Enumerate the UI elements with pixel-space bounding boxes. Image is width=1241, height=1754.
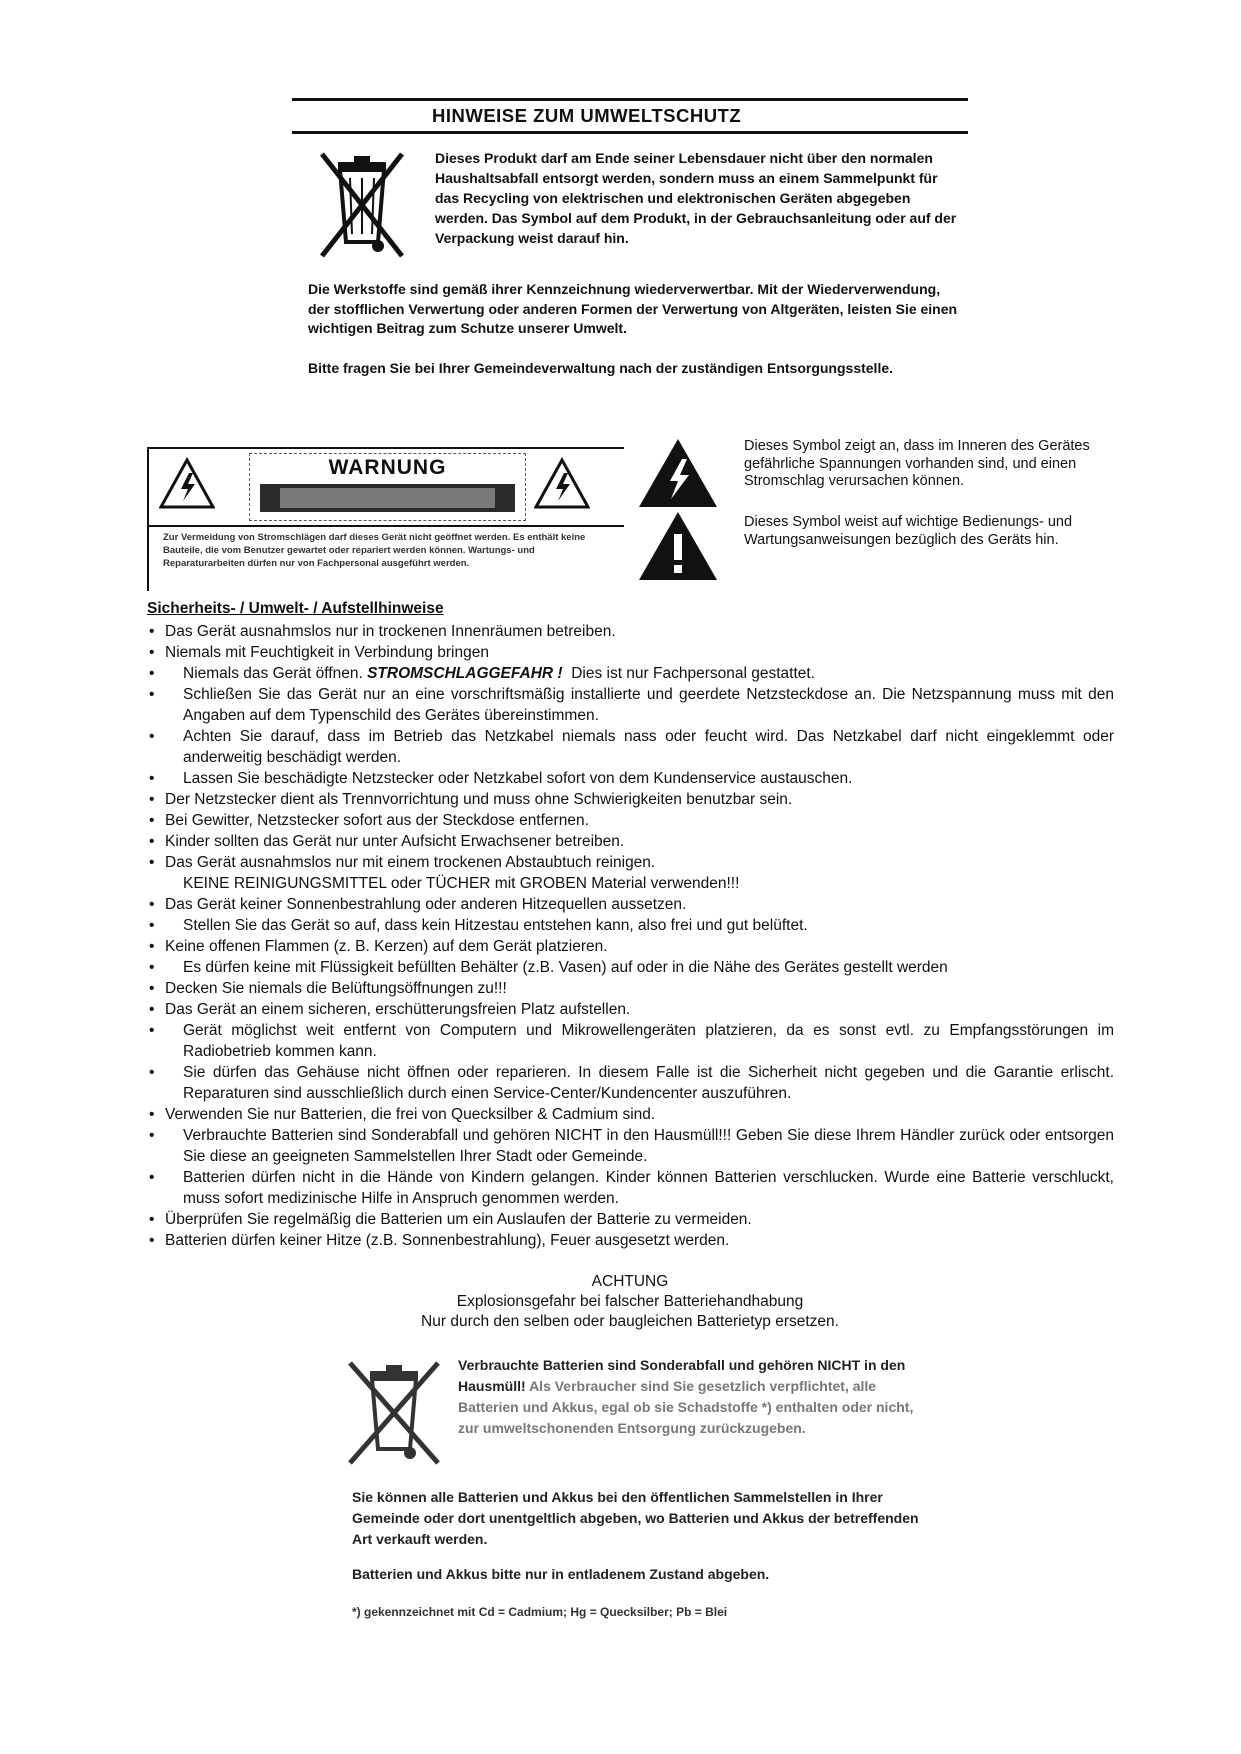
lightning-symbol-description: Dieses Symbol zeigt an, dass im Inneren des Gerätes gefährliche Spannungen vorhanden sind, und einen Stromschlag verursachen können. — [744, 438, 1090, 489]
exclamation-warning-icon — [637, 510, 719, 582]
lightning-warning-icon — [159, 457, 215, 509]
list-item: • Niemals mit Feuchtigkeit in Verbindung bringen — [149, 644, 489, 661]
battery-caution — [300, 1272, 960, 1332]
environment-intro-text: Dieses Produkt darf am Ende seiner Lebensdauer nicht über den normalen Haushaltsabfall entsorgt werden, sondern muss an einem Sammelpunkt für das Recycling von elektrischen und elektronischen Geräten abgegeben werden. Das Symbol auf dem Produkt, in der Gebrauchsanleitung oder auf der Verpackung weist darauf hin. — [435, 150, 957, 246]
list-item: • Es dürfen keine mit Flüssigkeit befüllten Behälter (z.B. Vasen) auf oder in die Nähe des Gerätes gestellt werden — [149, 959, 948, 976]
no-cleaning-agents-note: KEINE REINIGUNGSMITTEL oder TÜCHER mit GROBEN Material verwenden!!! — [183, 875, 740, 892]
list-item: • Bei Gewitter, Netzstecker sofort aus der Steckdose entfernen. — [149, 812, 589, 829]
crossed-out-wheelie-bin-icon — [316, 150, 408, 262]
list-item: • Achten Sie darauf, dass im Betrieb das Netzkabel niemals nass oder feucht wird. Das Netzkabel darf nicht eingeklemmt oder anderweitig beschädigt werden. — [149, 728, 1114, 766]
environment-title: HINWEISE ZUM UMWELTSCHUTZ — [292, 98, 968, 134]
battery-intro-text: Verbrauchte Batterien sind Sonderabfall und gehören NICHT in den Hausmüll! Als Verbraucher sind Sie gesetzlich verpflichtet, alle Batterien und Akkus, egal ob sie Schadstoffe *) enthalten oder nicht, zur umweltschonenden Entsorgung zurückzugeben. — [458, 1357, 914, 1436]
list-item: • Überprüfen Sie regelmäßig die Batterien um ein Auslaufen der Batterie zu vermeiden. — [149, 1211, 752, 1228]
warning-heading: WARNUNG — [328, 456, 447, 479]
environment-notice — [292, 98, 968, 378]
exclamation-symbol-description: Dieses Symbol weist auf wichtige Bedienungs- und Wartungsanweisungen bezüglich des Geräts hin. — [744, 514, 1073, 548]
list-item: • Batterien dürfen keiner Hitze (z.B. Sonnenbestrahlung), Feuer ausgesetzt werden. — [149, 1232, 730, 1249]
environment-disposal-paragraph: Bitte fragen Sie bei Ihrer Gemeindeverwaltung nach der zuständigen Entsorgungsstelle. — [308, 359, 894, 376]
shock-hazard-emphasis: STROMSCHLAGGEFAHR ! — [367, 665, 563, 682]
list-item: • Decken Sie niemals die Belüftungsöffnungen zu!!! — [149, 980, 507, 997]
battery-footnote: *) gekennzeichnet mit Cd = Cadmium; Hg = Quecksilber; Pb = Blei — [352, 1605, 728, 1619]
list-item: • Stellen Sie das Gerät so auf, dass kein Hitzestau entstehen kann, also frei und gut belüftet. — [149, 917, 808, 934]
list-item: • Das Gerät keiner Sonnenbestrahlung oder anderen Hitzequellen aussetzen. — [149, 896, 687, 913]
environment-recycling-paragraph: Die Werkstoffe sind gemäß ihrer Kennzeichnung wiederverwertbar. Mit der Wiederverwendung, der stofflichen Verwertung oder anderen Formen der Verwertung von Altgeräten, leisten Sie einen wichtigen Beitrag zum Schutze unserer Umwelt. — [308, 281, 958, 336]
list-item: • Der Netzstecker dient als Trennvorrichtung und muss ohne Schwierigkeiten benutzbar sein. — [149, 791, 793, 808]
list-item: • Schließen Sie das Gerät nur an eine vorschriftsmäßig installierte und geerdete Netzsteckdose an. Die Netzspannung muss mit den Angaben auf dem Typenschild des Gerätes übereinstimmen. — [149, 686, 1114, 724]
list-item: • Lassen Sie beschädigte Netzstecker oder Netzkabel sofort von dem Kundenservice austauschen. — [149, 770, 853, 787]
environment-intro-block — [292, 146, 968, 270]
list-item: • Das Gerät ausnahmslos nur in trockenen Innenräumen betreiben. — [149, 623, 616, 640]
list-item: • Sie dürfen das Gehäuse nicht öffnen oder reparieren. In diesem Falle ist die Sicherheit nicht gegeben und die Garantie erlischt. Reparaturen sind ausschließlich durch einen Service-Center/Kundencenter auszuführen. — [149, 1064, 1114, 1102]
lightning-warning-icon — [534, 457, 590, 509]
battery-disposal-notice — [340, 1355, 940, 1619]
list-item: • Kinder sollten das Gerät nur unter Aufsicht Erwachsener betreiben. — [149, 833, 625, 850]
warning-label — [147, 447, 624, 591]
caution-title: ACHTUNG — [591, 1273, 669, 1290]
divider — [149, 525, 624, 527]
warning-small-text: Zur Vermeidung von Stromschlägen darf dieses Gerät nicht geöffnet werden. Es enthält keine Bauteile, die vom Benutzer gewartet oder repariert werden können. Wartungs- und Reparaturarbeiten dürfen nur von Fachpersonal ausgeführt werden. — [163, 532, 586, 569]
safety-heading: Sicherheits- / Umwelt- / Aufstellhinweise — [147, 600, 444, 617]
battery-discharged-paragraph: Batterien und Akkus bitte nur in entladenem Zustand abgeben. — [352, 1566, 770, 1582]
list-item: • Batterien dürfen nicht in die Hände von Kindern gelangen. Kinder können Batterien verschlucken. Wurde eine Batterie verschluckt, muss sofort medizinische Hilfe in Anspruch genommen werden. — [149, 1169, 1114, 1207]
safety-list — [147, 621, 1114, 1251]
warning-center-panel — [249, 453, 526, 521]
list-item: • Das Gerät ausnahmslos nur mit einem trockenen Abstaubtuch reinigen. KEINE REINIGUNGSMITTEL oder TÜCHER mit GROBEN Material verwenden!!! — [147, 852, 1114, 894]
list-item: • Gerät möglichst weit entfernt von Computern und Mikrowellengeräten platzieren, da es sonst evtl. zu Empfangsstörungen im Radiobetrieb kommen kann. — [149, 1022, 1114, 1060]
lightning-warning-icon — [637, 437, 719, 509]
list-item: • Verbrauchte Batterien sind Sonderabfall und gehören NICHT in den Hausmüll!!! Geben Sie diese Ihrem Händler zurück oder entsorgen Sie diese an geeigneten Sammelstellen Ihrer Stadt oder Gemeinde. — [149, 1127, 1114, 1165]
list-item: • Keine offenen Flammen (z. B. Kerzen) auf dem Gerät platzieren. — [149, 938, 608, 955]
warning-shock-bar — [260, 484, 515, 512]
list-item: • Das Gerät an einem sicheren, erschütterungsfreien Platz aufstellen. — [149, 1001, 631, 1018]
list-item: • Niemals das Gerät öffnen. STROMSCHLAGGEFAHR ! Dies ist nur Fachpersonal gestattet. — [149, 665, 816, 682]
caution-line-explosion: Explosionsgefahr bei falscher Batteriehandhabung — [456, 1293, 804, 1310]
caution-line-replace: Nur durch den selben oder baugleichen Batterietyp ersetzen. — [421, 1313, 839, 1330]
battery-intro-block — [340, 1355, 940, 1473]
battery-return-paragraph: Sie können alle Batterien und Akkus bei den öffentlichen Sammelstellen in Ihrer Gemeinde oder dort unentgeltlich abgeben, wo Batterien und Akkus der betreffenden Art verkauft werden. — [352, 1489, 919, 1547]
list-item: • Verwenden Sie nur Batterien, die frei von Quecksilber & Cadmium sind. — [149, 1106, 656, 1123]
crossed-out-wheelie-bin-icon — [344, 1357, 444, 1469]
